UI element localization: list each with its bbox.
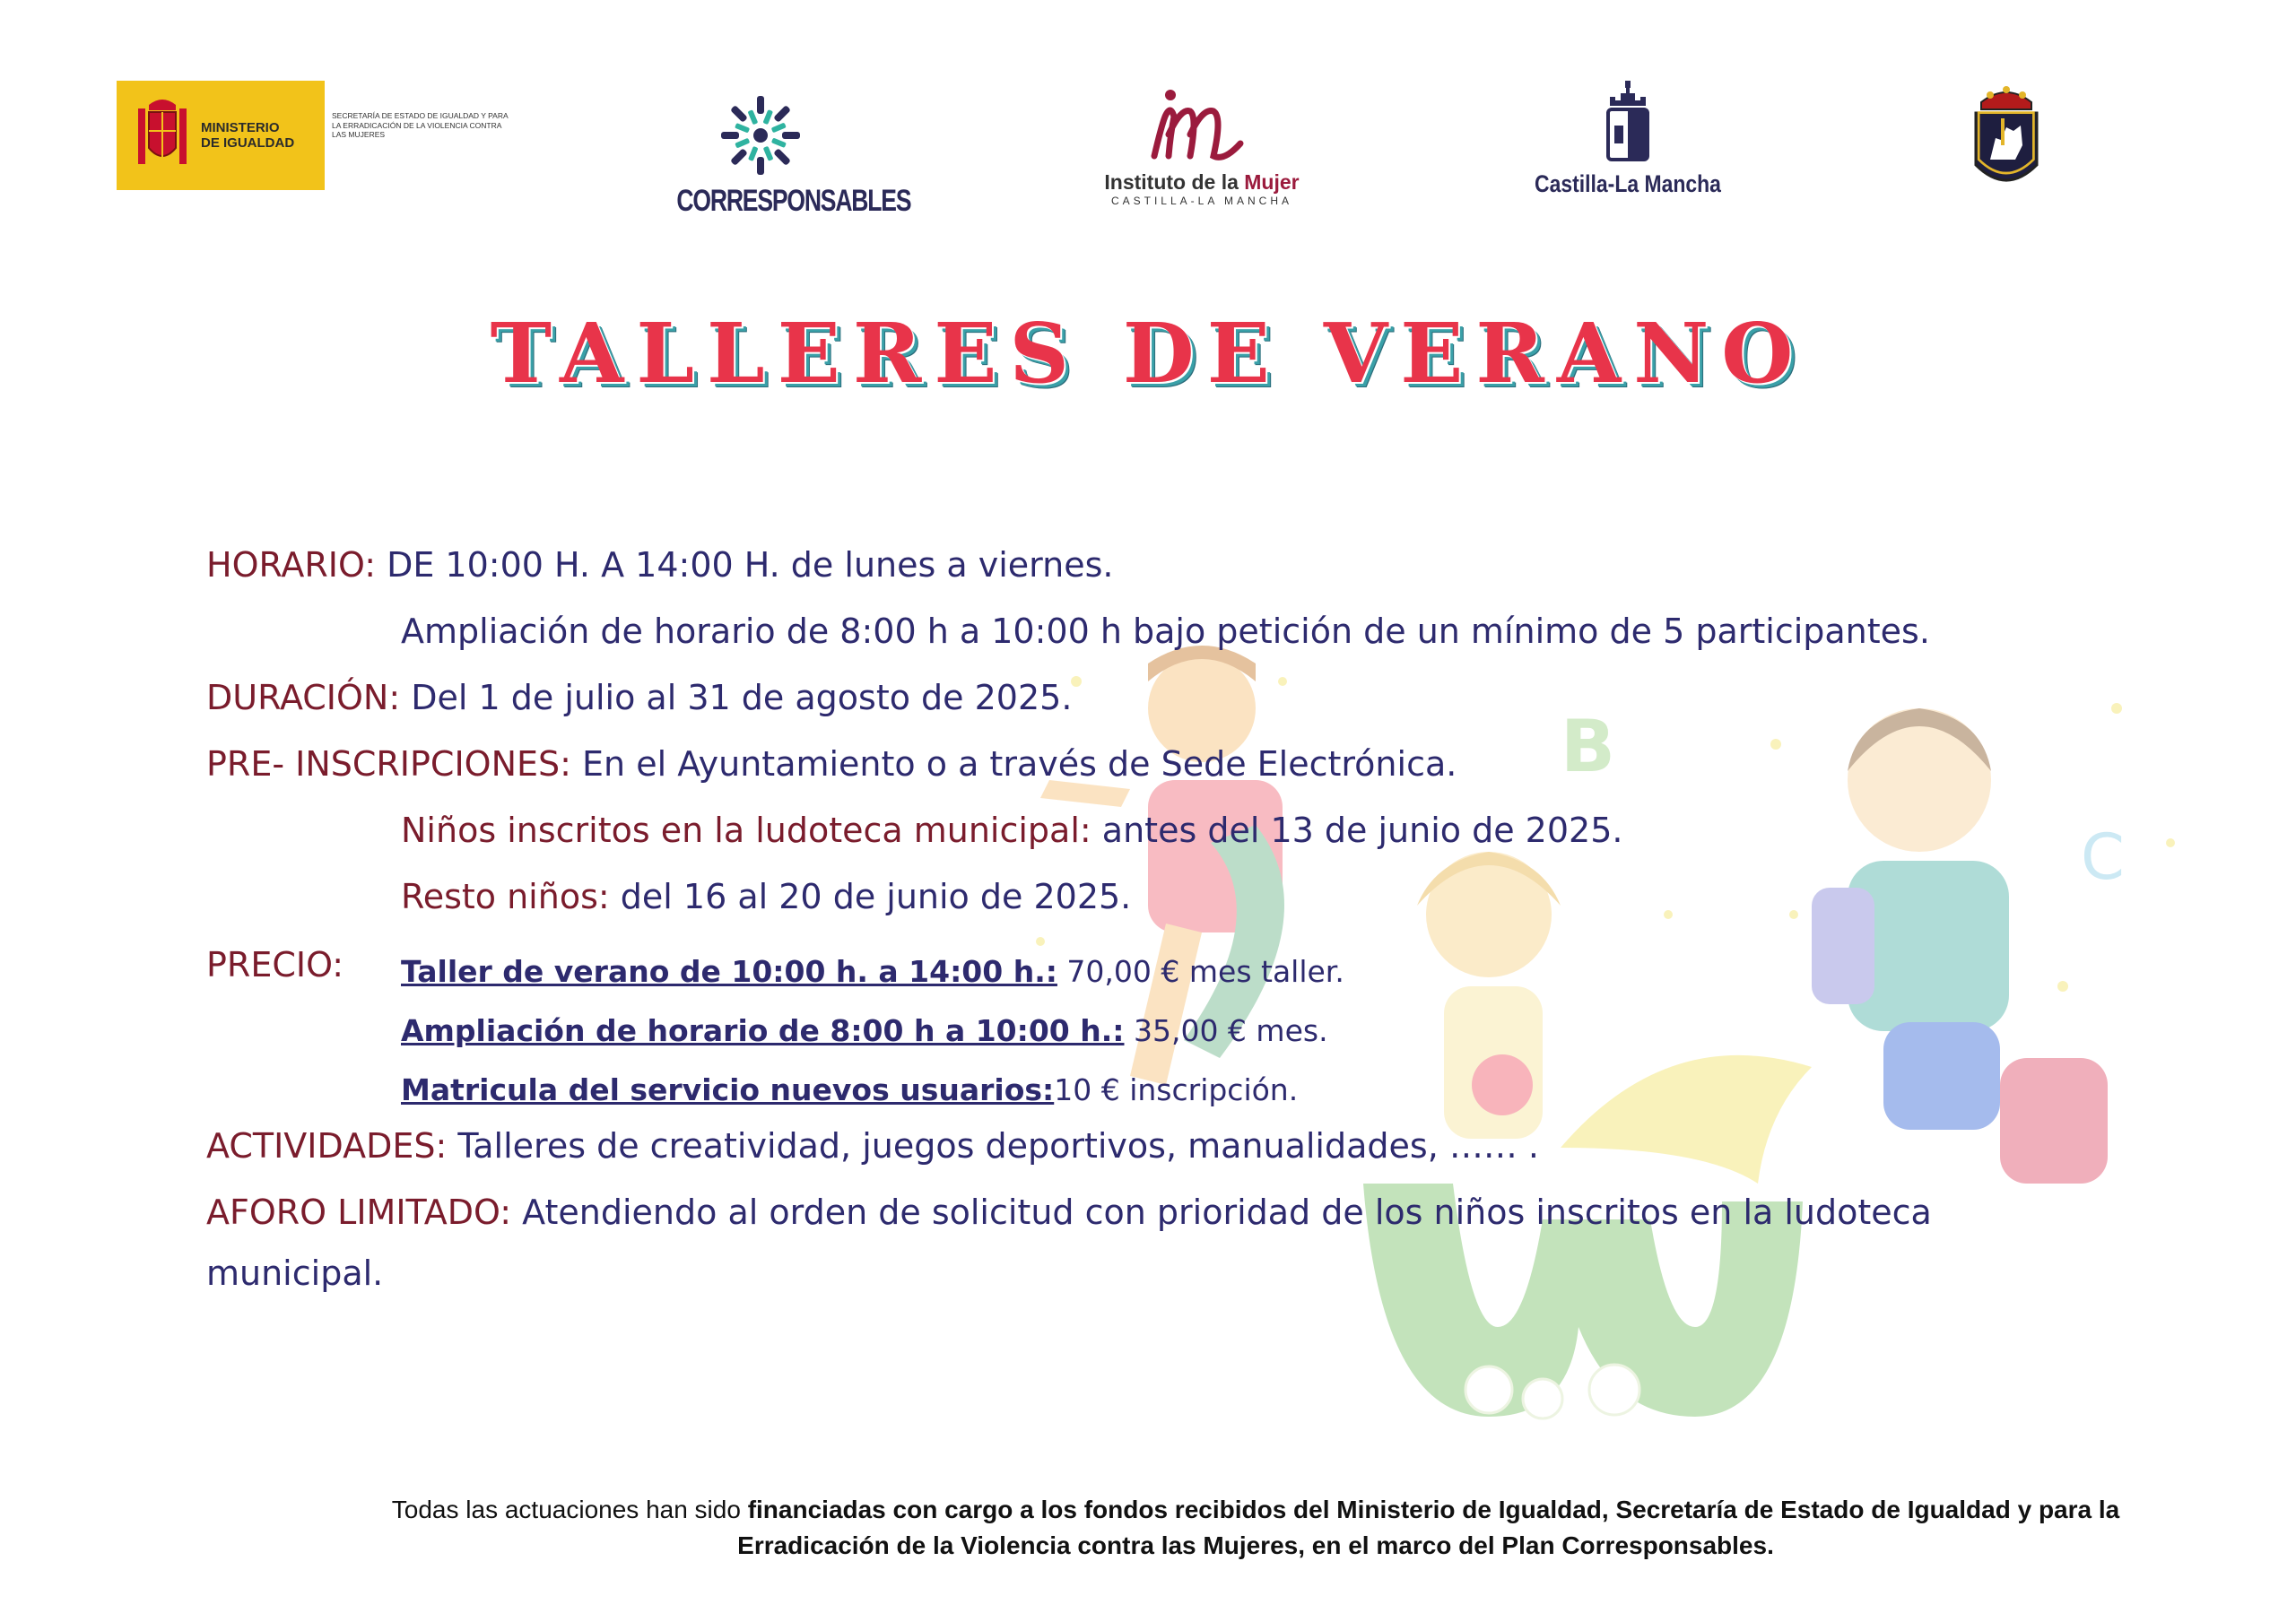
resto-ninos-label: Resto niños: — [401, 877, 610, 916]
duracion-label: DURACIÓN: — [206, 678, 401, 717]
preinscripciones-line — [206, 744, 1457, 784]
ampliacion-line: Ampliación de horario de 8:00 h a 10:00 h bajo petición de un mínimo de 5 participantes. — [401, 612, 1930, 651]
corresponsables-text: CORRESPONSABLES — [676, 184, 911, 218]
precio-concept: Taller de verano de 10:00 h. a 14:00 h.: — [401, 954, 1057, 989]
instituto-region: CASTILLA-LA MANCHA — [1110, 195, 1293, 207]
aforo-line — [206, 1193, 1932, 1232]
ministerio-name: MINISTERIO DE IGUALDAD — [201, 120, 295, 151]
precio-concept: Matricula del servicio nuevos usuarios: — [401, 1072, 1055, 1107]
aforo-label: AFORO LIMITADO: — [206, 1193, 512, 1232]
resto-ninos-text: del 16 al 20 de junio de 2025. — [609, 877, 1132, 916]
precio-concept: Ampliación de horario de 8:00 h a 10:00 h.: — [401, 1013, 1125, 1048]
aforo-text: Atendiendo al orden de solicitud con prioridad de los niños inscritos en la ludoteca — [511, 1193, 1932, 1232]
aforo-line-2: municipal. — [206, 1253, 384, 1293]
horario-line — [206, 545, 1113, 585]
precio-item — [401, 950, 1344, 990]
ninos-inscritos-text: antes del 13 de junio de 2025. — [1091, 811, 1623, 850]
precio-amount: 10 € inscripción. — [1054, 1072, 1299, 1107]
footer-funding-note — [332, 1492, 2179, 1564]
ministerio-secretaria-text: SECRETARÍA DE ESTADO DE IGUALDAD Y PARA LA ERRADICACIÓN DE LA VIOLENCIA CONTRA LAS MUJERES — [332, 111, 509, 139]
duracion-line — [206, 678, 1072, 717]
precio-amount: 35,00 € mes. — [1124, 1013, 1328, 1048]
duracion-text: Del 1 de julio al 31 de agosto de 2025. — [400, 678, 1073, 717]
actividades-label: ACTIVIDADES: — [206, 1126, 448, 1166]
castilla-la-mancha-text: Castilla-La Mancha — [1535, 170, 1721, 197]
svg-text:B: B — [1561, 705, 1615, 788]
page-title: TALLERES DE VERANO — [490, 305, 1806, 402]
horario-label: HORARIO: — [206, 545, 376, 585]
instituto-name: Instituto de la Mujer — [1104, 170, 1300, 194]
horario-text: DE 10:00 H. A 14:00 H. de lunes a viernes. — [376, 545, 1114, 585]
footer-normal: Todas las actuaciones han sido — [391, 1496, 748, 1523]
ninos-inscritos-label: Niños inscritos en la ludoteca municipal: — [401, 811, 1091, 850]
actividades-text: Talleres de creatividad, juegos deportivos, manualidades, …… . — [447, 1126, 1540, 1166]
ninos-inscritos-line — [401, 811, 1622, 850]
resto-ninos-line — [401, 877, 1131, 916]
precio-amount: 70,00 € mes taller. — [1057, 954, 1344, 989]
actividades-line — [206, 1126, 1539, 1166]
precio-item — [401, 1069, 1298, 1108]
preinscripciones-label: PRE- INSCRIPCIONES: — [206, 744, 571, 784]
precio-item — [401, 1010, 1328, 1049]
svg-text:C: C — [2081, 820, 2125, 894]
precio-label: PRECIO: — [206, 945, 344, 984]
preinscripciones-text: En el Ayuntamiento o a través de Sede Electrónica. — [570, 744, 1457, 784]
footer-bold: financiadas con cargo a los fondos recibidos del Ministerio de Igualdad, Secretaría de Estado de Igualdad y para la Erradicación de la Violencia contra las Mujeres, en el marco del Plan Corresponsables. — [737, 1496, 2120, 1559]
